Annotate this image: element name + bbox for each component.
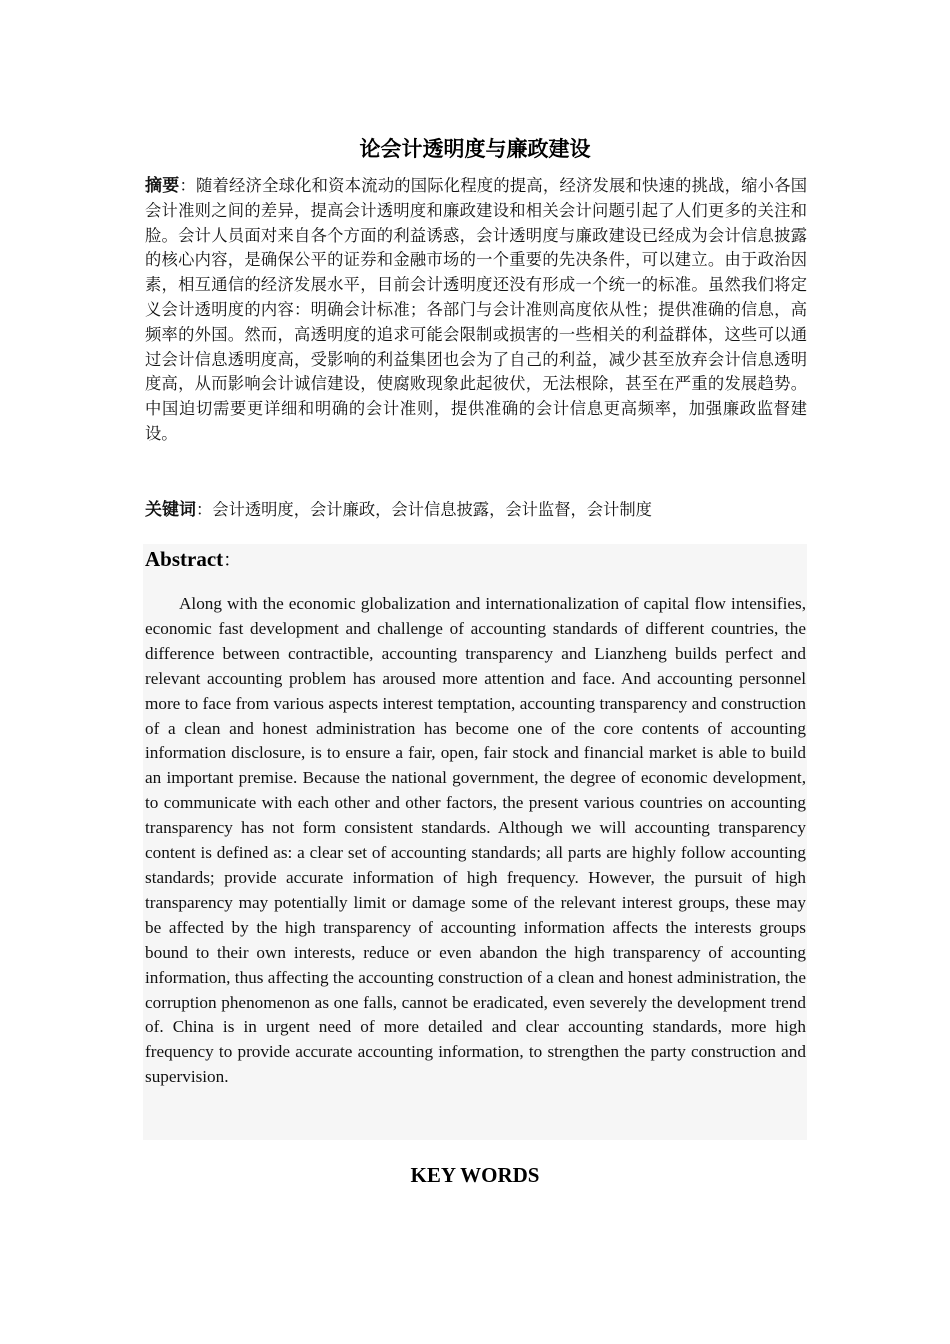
english-keywords-heading: KEY WORDS	[410, 1163, 540, 1187]
chinese-keywords-separator: ：	[196, 500, 213, 519]
english-abstract-text: Along with the economic globalization and internationalization of capital flow intensifies, economic fast development and challenge of accounting standards of different countries, the difference between contractible, accounting transparency and Lianzheng builds perfect and relevant accounting problem has aroused more attention and face. And accounting personnel more to face from various aspects interest temptation, accounting transparency and construction of a clean and honest administration has become one of the core contents of accounting information disclosure, is to ensure a fair, open, fair stock and financial market is able to build an important premise. Because the national government, the degree of economic development, to communicate with each other and other factors, the present various countries on accounting transparency has not form consistent standards. Although we will accounting transparency content is defined as: a clear set of accounting standards; all parts are highly follow accounting standards; provide accurate information of high frequency. However, the pursuit of high transparency may potentially limit or damage some of the relevant interest groups, these may be affected by the high transparency of accounting information affects the interests groups bound to their own interests, reduce or even abandon the high transparency of accounting information, thus affecting the accounting construction of a clean and honest administration, the corruption phenomenon as one falls, cannot be eradicated, even severely the development trend of. China is in urgent need of more detailed and clear accounting standards, more high frequency to provide accurate accounting information, to strengthen the party construction and supervision.	[145, 594, 806, 1087]
chinese-abstract	[145, 174, 807, 447]
chinese-abstract-separator: ：	[179, 176, 197, 195]
chinese-keywords-label: 关键词	[145, 500, 196, 520]
chinese-abstract-text: 随着经济全球化和资本流动的国际化程度的提高，经济发展和快速的挑战，缩小各国会计准则之间的差异，提高会计透明度和廉政建设和相关会计问题引起了人们更多的关注和脸。会计人员面对来自各个方面的利益诱惑，会计透明度与廉政建设已经成为会计信息披露的核心内容，是确保公平的证券和金融市场的一个重要的先决条件，可以建立。由于政治因素，相互通信的经济发展水平，目前会计透明度还没有形成一个统一的标准。虽然我们将定义会计透明度的内容：明确会计标准；各部门与会计准则高度依从性；提供准确的信息，高频率的外国。然而，高透明度的追求可能会限制或损害的一些相关的利益群体，这些可以通过会计信息透明度高，受影响的利益集团也会为了自己的利益，减少甚至放弃会计信息透明度高，从而影响会计诚信建设，使腐败现象此起彼伏，无法根除，甚至在严重的发展趋势。中国迫切需要更详细和明确的会计准则，提供准确的会计信息更高频率，加强廉政监督建设。	[145, 176, 807, 443]
chinese-keywords	[145, 497, 807, 523]
english-abstract-heading-colon: ：	[223, 550, 242, 570]
chinese-keywords-text: 会计透明度，会计廉政，会计信息披露，会计监督，会计制度	[212, 500, 652, 519]
document-title: 论会计透明度与廉政建设	[359, 137, 591, 161]
english-abstract-heading	[145, 544, 241, 575]
chinese-abstract-label: 摘要	[145, 176, 180, 196]
english-abstract-heading-text: Abstract	[145, 547, 224, 571]
